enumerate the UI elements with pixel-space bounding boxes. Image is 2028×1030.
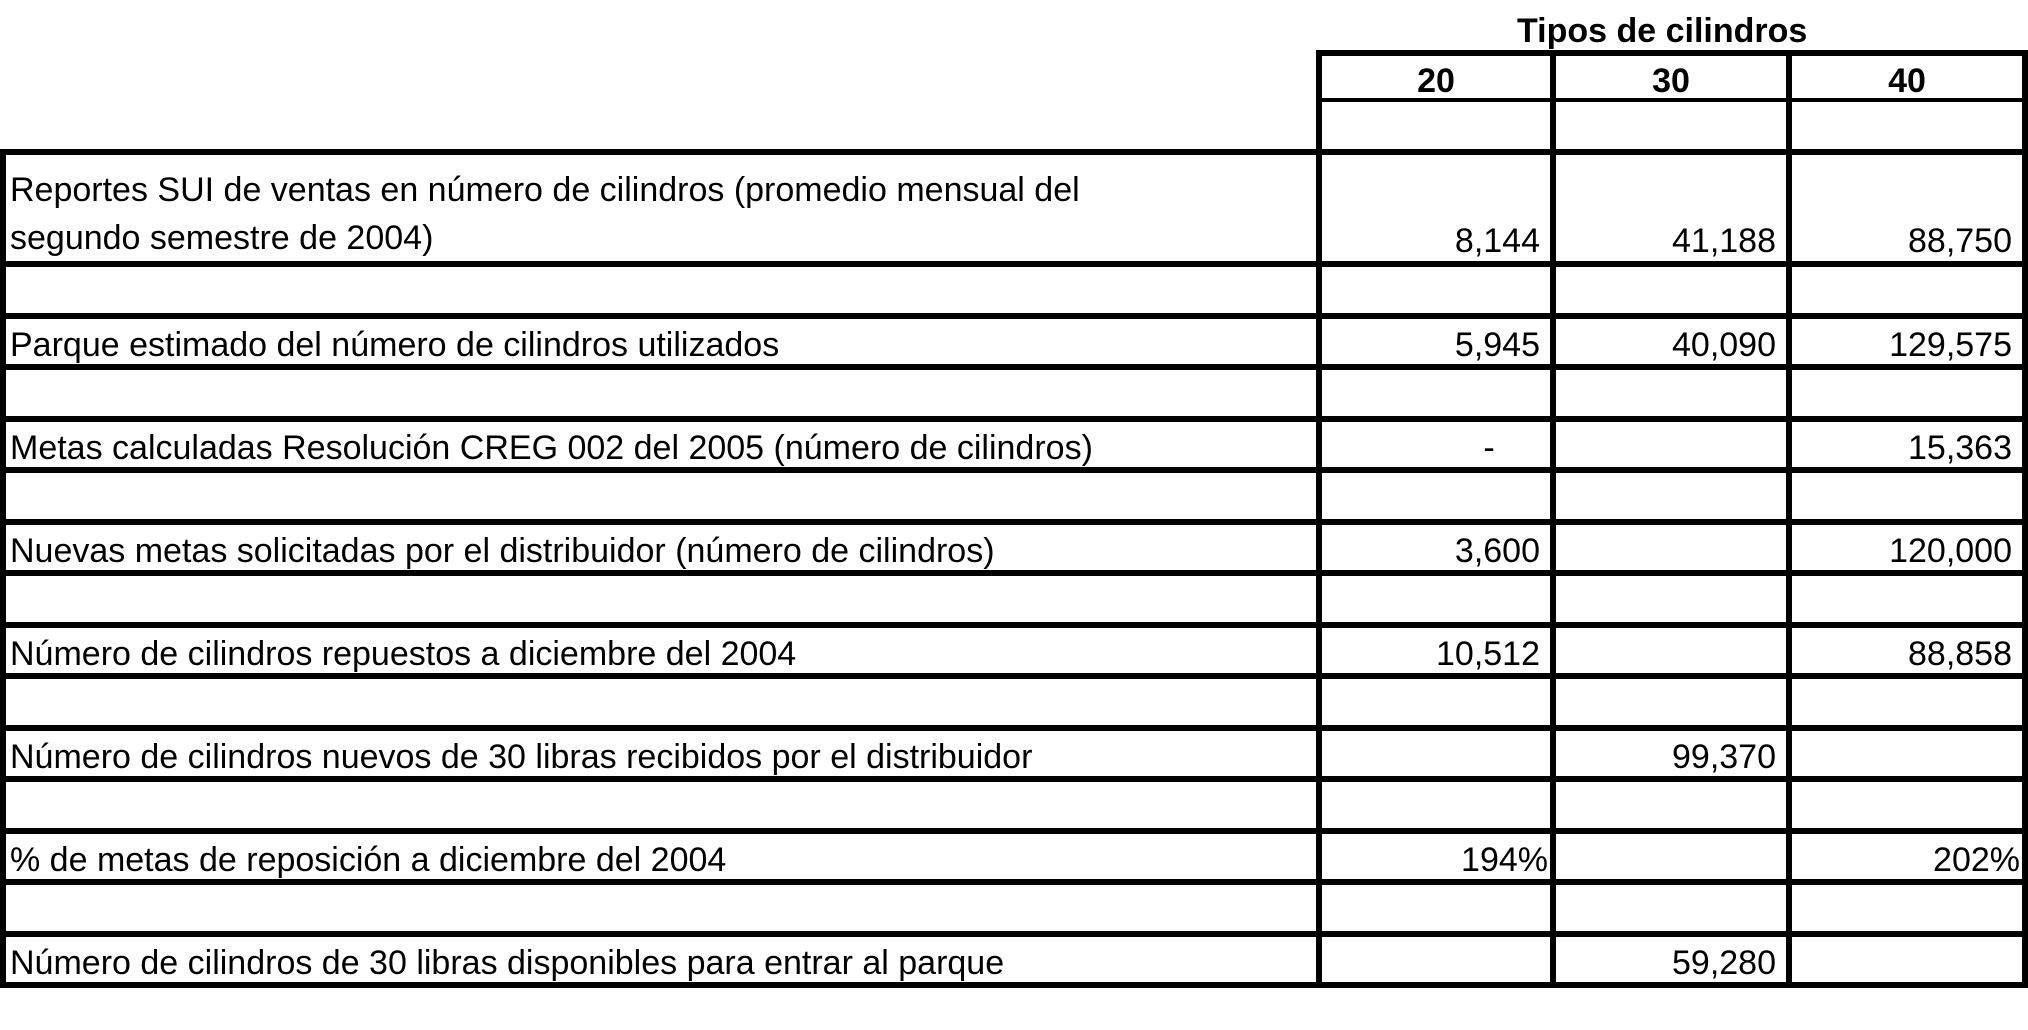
column-header-20: 20 (1417, 62, 1455, 100)
cell-30: 59,280 (1672, 944, 1776, 982)
row-label: % de metas de reposición a diciembre del 2004 (10, 841, 727, 879)
cell-40: 88,858 (1908, 635, 2012, 673)
cell-20: 3,600 (1454, 532, 1540, 570)
grid-line (1316, 50, 2028, 56)
column-header-40: 40 (1888, 62, 1926, 100)
grid-line (0, 828, 2028, 834)
cell-30: 41,188 (1672, 222, 1776, 260)
grid-line (2022, 50, 2028, 988)
cell-20: 5,945 (1454, 326, 1540, 364)
row-label: Reportes SUI de ventas en número de cilindros (promedio mensual del (10, 171, 1080, 209)
cell-30: 40,090 (1672, 326, 1776, 364)
grid-line (1550, 50, 1556, 988)
row-label: Número de cilindros de 30 libras disponibles para entrar al parque (10, 944, 1005, 982)
group-header (1320, 12, 2028, 52)
column-header-30: 30 (1652, 62, 1690, 100)
row-label: Nuevas metas solicitadas por el distribuidor (número de cilindros) (10, 532, 995, 570)
cell-40: 202% (1933, 841, 2020, 879)
grid-line (0, 519, 2028, 525)
row-label: Número de cilindros repuestos a diciembre del 2004 (10, 635, 797, 673)
grid-line (0, 149, 6, 988)
grid-line (0, 149, 2028, 155)
cell-40: 129,575 (1889, 326, 2012, 364)
cell-20: 194% (1461, 841, 1548, 879)
row-label: segundo semestre de 2004) (10, 219, 434, 257)
group-header-text: Tipos de cilindros (1517, 12, 1808, 50)
cell-20: - (1483, 429, 1495, 467)
cell-20: 10,512 (1436, 635, 1540, 673)
cell-40: 15,363 (1908, 429, 2012, 467)
row-label: Número de cilindros nuevos de 30 libras recibidos por el distribuidor (10, 738, 1033, 776)
grid-line (0, 725, 2028, 731)
row-label: Metas calculadas Resolución CREG 002 del 2005 (número de cilindros) (10, 429, 1093, 467)
grid-line (0, 931, 2028, 937)
grid-line (0, 416, 2028, 422)
cell-20: 8,144 (1454, 222, 1540, 260)
row-label: Parque estimado del número de cilindros utilizados (10, 326, 780, 364)
cell-40: 120,000 (1889, 532, 2012, 570)
cell-30: 99,370 (1672, 738, 1776, 776)
grid-line (0, 622, 2028, 628)
grid-line (0, 313, 2028, 319)
cell-40: 88,750 (1908, 222, 2012, 260)
